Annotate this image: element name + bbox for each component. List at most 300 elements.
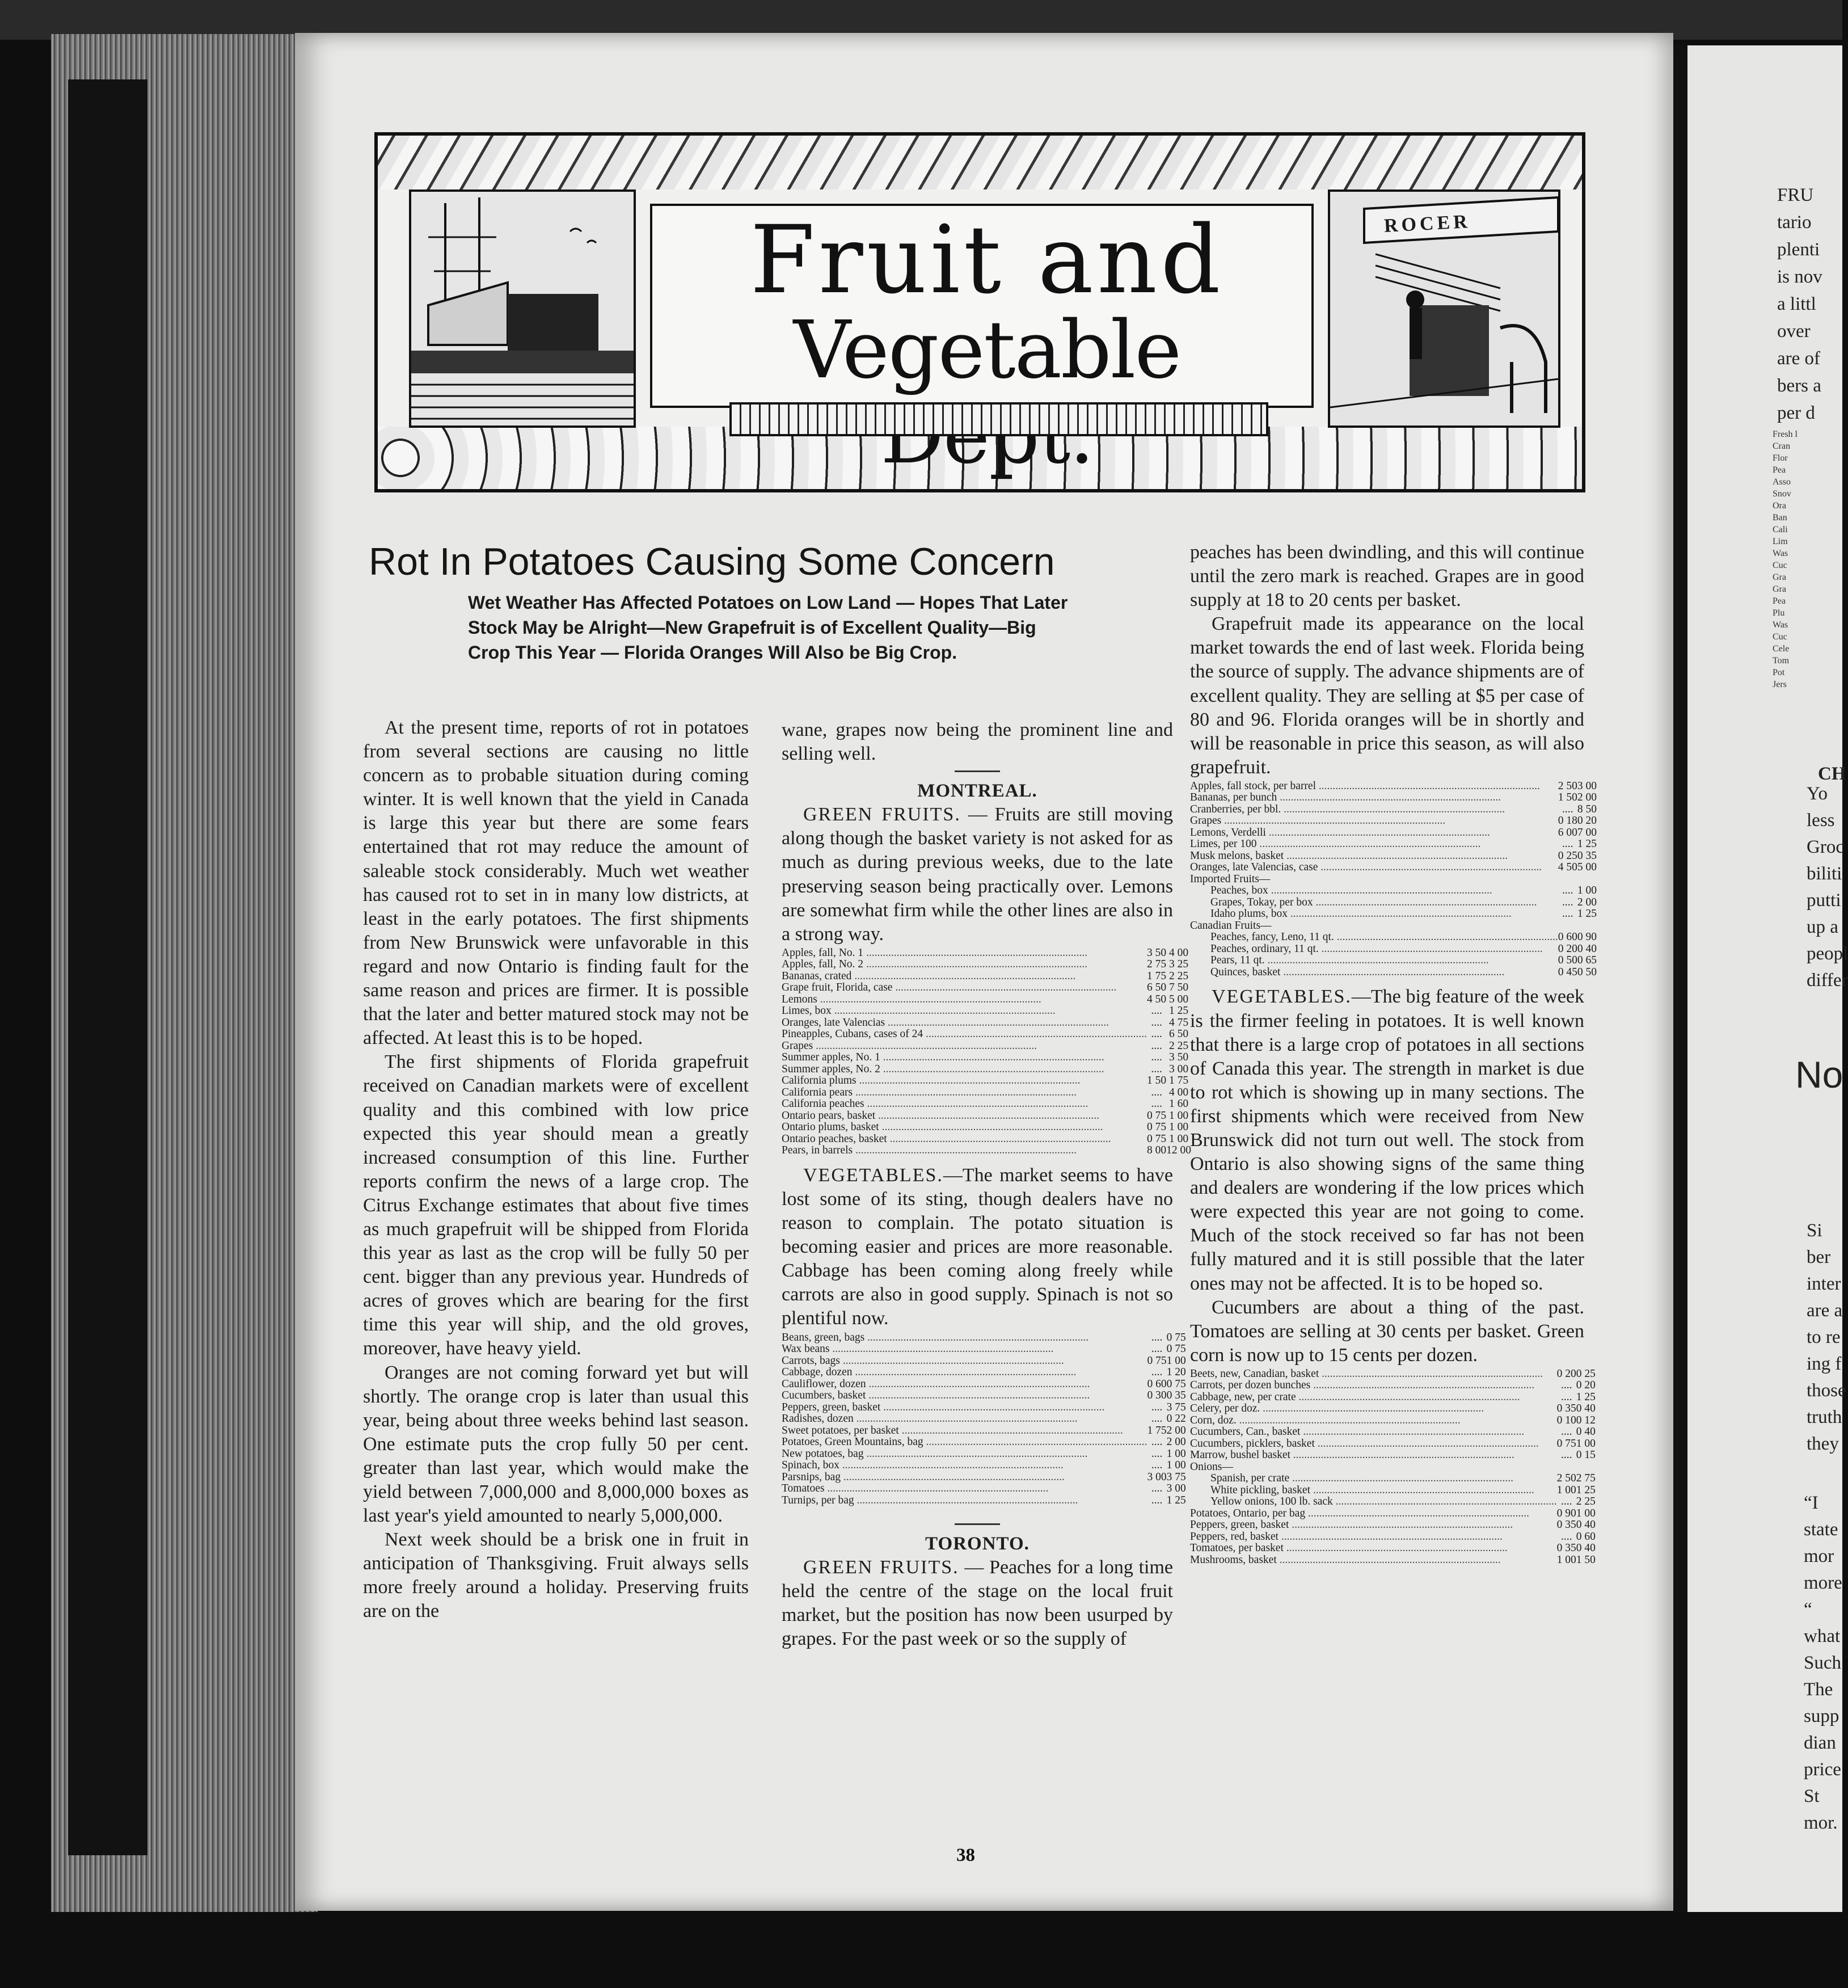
price-item-label: Ontario plums, basket ................................................................................: [782, 1121, 1103, 1134]
price-row: [1190, 792, 1597, 804]
price-row: [782, 1448, 1186, 1460]
right-page-text-fragment: price: [1804, 1759, 1841, 1780]
paragraph-text: —The big feature of the week is the firmer feeling in potatoes. It is well known that there is a large crop of potatoes in all sections of Canada this year. The strength in market is due to rot which is showing up in many sections. The first shipments which were received from New Brunswick did not turn out well. The stock from Ontario is also showing signs of the same thing and dealers are wondering if the low prices which were expected this year are not going to come. Much of the stock received so far has not been fully matured and it is still possible that the later ones may not be affected. It is to be hoped so.: [1190, 986, 1584, 1294]
price-high: 3 00: [1577, 780, 1597, 792]
price-item-label: Lemons, Verdelli ................................................................................: [1190, 826, 1490, 839]
price-item-label: Parsnips, bag ................................................................................: [782, 1471, 1065, 1483]
price-row: [782, 994, 1191, 1006]
price-low: ....: [1562, 838, 1573, 850]
price-row: [782, 1367, 1186, 1379]
price-row: [782, 1495, 1186, 1507]
price-row: [782, 1390, 1186, 1402]
right-page-text-fragment: bers a: [1777, 376, 1821, 396]
right-page-text-fragment: Cuc: [1773, 561, 1787, 570]
paragraph: Next week should be a brisk one in fruit in anticipation of Thanksgiving. Fruit always sells more freely around a holiday. Preserving fruits are on the: [363, 1529, 749, 1622]
right-page-text-fragment: Flor: [1773, 453, 1788, 463]
price-item-label: Grape fruit, Florida, case ................................................................................: [782, 982, 1117, 994]
subsection-label: GREEN FRUITS.: [803, 804, 961, 825]
price-item-label: Pears, 11 qt. ................................................................................: [1210, 954, 1489, 967]
price-low: 0 20: [1556, 1367, 1576, 1380]
right-page-text-fragment: plenti: [1777, 239, 1820, 260]
price-item-label: Imported Fruits—: [1190, 873, 1271, 885]
price-high: 3 75: [1166, 1471, 1186, 1483]
right-page-text-fragment: ing f: [1807, 1354, 1842, 1374]
price-high: 0 60: [1576, 1530, 1596, 1543]
paragraph: At the present time, reports of rot in potatoes from several sections are causing no little concern as to probable situation during coming winter. It is well known that the yield in Canada is large this year but there are some fears entertained that rot may reduce the amount of saleable stock considerably. Much wet weather has caused rot to set in in many low districts, at least in the early potatoes. The first shipments from New Brunswick were unfavorable in this regard and now Ontario is finding fault for the same reason and prices are firmer. It is possible that the later and better matured stock may not be affected. At least this is to be hoped.: [363, 717, 749, 1049]
price-low: ....: [1151, 1051, 1162, 1064]
price-row: [1190, 1461, 1596, 1473]
price-low: 2 50: [1558, 780, 1577, 792]
price-low: ....: [1151, 1436, 1163, 1448]
article-column-1: [363, 716, 749, 1624]
price-low: 1 50: [1558, 791, 1577, 804]
price-item-label: Yellow onions, 100 lb. sack ................................................................................: [1210, 1496, 1557, 1508]
price-row: [782, 1075, 1191, 1087]
price-high: 2 00: [1577, 791, 1597, 804]
price-item-label: Cauliflower, dozen ................................................................................: [782, 1378, 1090, 1390]
price-low: ....: [1151, 1028, 1162, 1041]
price-low: 6 50: [1147, 982, 1167, 994]
banner-ornament-top: [378, 136, 1582, 189]
book-spine-shadow: [68, 79, 147, 1855]
price-low: 3 00: [1147, 1471, 1167, 1483]
right-page-text-fragment: FRU: [1777, 185, 1814, 205]
right-page-text-fragment: mor: [1804, 1546, 1834, 1566]
price-item-label: Peppers, green, basket ................................................................................: [782, 1401, 1105, 1413]
paragraph: Oranges are not coming forward yet but will shortly. The orange crop is later than usual this year, being about three weeks behind last season. One estimate puts the crop fully 50 per cent. greater than last year, which would make the yield between 7,000,000 and 8,000,000 boxes as last year's yield amounted to nearly 5,000,000.: [363, 1362, 749, 1527]
price-item-label: Cabbage, dozen ................................................................................: [782, 1366, 1077, 1378]
price-high: 4 00: [1169, 1086, 1189, 1098]
price-row: [1190, 1485, 1596, 1497]
price-row: [782, 1483, 1186, 1495]
price-row: [782, 1005, 1191, 1017]
right-page-text-fragment: Pot: [1773, 668, 1785, 677]
price-low: 0 75: [1147, 1121, 1167, 1134]
price-item-label: Cabbage, new, per crate ................................................................................: [1190, 1391, 1520, 1403]
price-item-label: California peaches ................................................................................: [782, 1098, 1088, 1110]
price-item-label: Idaho plums, box ................................................................................: [1210, 908, 1512, 920]
price-high: 1 25: [1169, 1005, 1189, 1017]
price-item-label: Beans, green, bags ................................................................................: [782, 1331, 1089, 1343]
price-low: ....: [1562, 803, 1573, 815]
price-low: 0 30: [1147, 1389, 1167, 1401]
price-low: 1 00: [1556, 1484, 1576, 1496]
price-item-label: Sweet potatoes, per basket ................................................................................: [782, 1424, 1123, 1437]
price-low: 1 75: [1147, 970, 1167, 982]
price-low: 0 60: [1558, 931, 1577, 944]
banner-title-panel: [650, 204, 1314, 408]
price-row: [782, 1472, 1186, 1484]
paragraph: [782, 1164, 1173, 1331]
price-item-label: Carrots, bags ................................................................................: [782, 1354, 1064, 1367]
price-row: [1190, 1438, 1596, 1450]
right-page-text-fragment: dian: [1804, 1733, 1836, 1753]
section-heading-toronto: TORONTO.: [925, 1534, 1030, 1554]
price-low: ....: [1151, 1401, 1163, 1413]
price-item-label: Radishes, dozen ................................................................................: [782, 1413, 1078, 1425]
price-high: 0 40: [1576, 1426, 1596, 1438]
department-banner: [374, 132, 1585, 492]
right-page-text-fragment: St: [1804, 1786, 1820, 1806]
price-high: 1 25: [1166, 1494, 1186, 1506]
right-page-text-fragment: “: [1804, 1599, 1812, 1620]
price-high: 2 00: [1577, 896, 1597, 908]
page-number: 38: [956, 1845, 975, 1865]
price-item-label: Wax beans ................................................................................: [782, 1343, 1054, 1355]
paragraph: [782, 803, 1173, 946]
price-low: ....: [1560, 1391, 1572, 1403]
right-page-text-fragment: Yo: [1807, 784, 1828, 804]
price-low: 0 90: [1556, 1507, 1576, 1519]
price-high: [1577, 920, 1597, 932]
price-high: 1 00: [1577, 885, 1597, 897]
price-item-label: Pineapples, Cubans, cases of 24 ................................................................................: [782, 1028, 1147, 1041]
price-item-label: Grapes, Tokay, per box ................................................................................: [1210, 896, 1537, 908]
right-page-text-fragment: putti: [1807, 890, 1841, 911]
article-column-3: [1190, 541, 1597, 1573]
price-row: [1190, 908, 1597, 920]
price-row: [1190, 1531, 1596, 1543]
price-item-label: Bananas, crated ................................................................................: [782, 970, 1076, 982]
price-high: 0 40: [1576, 1402, 1596, 1415]
right-page-text-fragment: Pea: [1773, 465, 1786, 475]
right-page-heading-no: No: [1795, 1054, 1843, 1096]
price-item-label: Summer apples, No. 2 ................................................................................: [782, 1063, 1104, 1075]
section-rule: [955, 1523, 1000, 1525]
price-low: ....: [1151, 1005, 1162, 1017]
price-high: 8 50: [1577, 803, 1597, 815]
price-item-label: Cucumbers, picklers, basket ................................................................................: [1190, 1437, 1539, 1450]
right-page-text-fragment: Was: [1773, 620, 1788, 630]
right-page-text-fragment: Gra: [1773, 572, 1786, 582]
price-row: [1190, 944, 1597, 955]
price-row: [782, 1332, 1186, 1344]
price-low: [1558, 920, 1577, 932]
right-page-text-fragment: inter: [1807, 1274, 1841, 1294]
price-row: [1190, 839, 1597, 850]
price-high: [1577, 874, 1597, 886]
price-row: [782, 1425, 1186, 1437]
price-row: [1190, 1555, 1596, 1566]
price-high: 0 90: [1577, 931, 1597, 944]
price-table-montreal-fruits: [782, 947, 1191, 1157]
right-page-fragment: [1687, 45, 1848, 1912]
price-high: 2 75: [1576, 1472, 1596, 1485]
price-high: 0 75: [1166, 1378, 1186, 1390]
price-high: 0 75: [1166, 1343, 1186, 1355]
price-item-label: Limes, per 100 ................................................................................: [1190, 838, 1481, 850]
grocery-store-illustration: [1328, 189, 1560, 428]
price-high: 3 75: [1166, 1401, 1186, 1413]
price-row: [782, 1110, 1191, 1122]
price-low: ....: [1151, 1098, 1162, 1110]
price-item-label: California pears ................................................................................: [782, 1086, 1077, 1098]
right-page-text-fragment: are of: [1777, 348, 1821, 369]
price-item-label: Celery, per doz. ................................................................................: [1190, 1402, 1484, 1415]
price-low: 0 20: [1558, 942, 1577, 955]
price-row: [782, 959, 1191, 971]
price-low: ....: [1562, 896, 1573, 908]
price-low: ....: [1151, 1482, 1163, 1494]
paragraph: wane, grapes now being the prominent line and selling well.: [782, 719, 1173, 765]
price-low: 8 00: [1147, 1144, 1167, 1157]
price-high: 1 00: [1166, 1354, 1186, 1367]
price-low: 0 35: [1556, 1542, 1576, 1555]
price-high: 1 25: [1576, 1484, 1596, 1496]
price-table-montreal-vegetables: [782, 1332, 1186, 1507]
price-low: 4 50: [1558, 861, 1577, 874]
right-page-text-fragment: Ban: [1773, 513, 1787, 523]
price-high: 0 75: [1166, 1331, 1186, 1343]
right-page-text-fragment: differ: [1807, 970, 1848, 991]
price-row: [782, 1017, 1191, 1029]
price-high: 0 40: [1576, 1542, 1596, 1555]
price-row: [782, 971, 1191, 983]
price-high: 0 40: [1577, 942, 1597, 955]
price-low: ....: [1151, 1459, 1163, 1471]
price-high: 1 00: [1576, 1437, 1596, 1450]
price-item-label: Lemons ................................................................................: [782, 993, 1041, 1005]
price-row: [782, 1413, 1186, 1425]
price-row: [782, 1064, 1191, 1076]
price-row: [1190, 1380, 1596, 1392]
price-item-label: Peppers, green, basket ................................................................................: [1190, 1519, 1513, 1531]
price-low: ....: [1560, 1379, 1572, 1392]
right-page-text-fragment: Jers: [1773, 680, 1787, 689]
section-heading-montreal: MONTREAL.: [917, 781, 1037, 802]
right-page-text-fragment: Snov: [1773, 489, 1791, 499]
right-page-text-fragment: Tom: [1773, 656, 1790, 666]
price-low: 2 75: [1147, 958, 1167, 971]
price-low: 0 75: [1147, 1132, 1167, 1145]
price-item-label: Cucumbers, basket ................................................................................: [782, 1389, 1090, 1401]
price-high: 1 00: [1166, 1447, 1186, 1460]
right-page-text-fragment: Plu: [1773, 608, 1785, 618]
price-low: 0 35: [1556, 1519, 1576, 1531]
price-row: [1190, 920, 1597, 932]
price-low: ....: [1562, 885, 1573, 897]
right-page-text-fragment: Was: [1773, 549, 1788, 558]
price-item-label: California plums ................................................................................: [782, 1075, 1081, 1087]
price-low: ....: [1151, 1016, 1162, 1029]
paragraph: Grapefruit made its appearance on the local market towards the end of last week. Florida being the source of supply. The advance shipments are of excellent quality. They are selling at $5 per case of 80 and 96. Florida oranges will be in shortly and will be reasonable in price this season, as will also grapefruit.: [1190, 613, 1584, 778]
price-low: 0 75: [1556, 1437, 1576, 1450]
right-page-text-fragment: tario: [1777, 212, 1812, 233]
subsection-label: VEGETABLES.: [1212, 986, 1352, 1008]
price-row: [1190, 827, 1597, 839]
banner-title-line2: Vegetable: [793, 304, 1181, 397]
right-page-text-fragment: over: [1777, 321, 1811, 342]
price-high: 3 25: [1169, 958, 1189, 971]
price-item-label: Grapes ................................................................................: [1190, 815, 1446, 827]
price-item-label: Oranges, late Valencias ................................................................................: [782, 1016, 1109, 1029]
price-high: 1 00: [1576, 1507, 1596, 1519]
price-low: 0 45: [1558, 966, 1577, 978]
price-low: [1558, 874, 1577, 886]
price-high: 0 50: [1577, 966, 1597, 978]
price-high: 0 12: [1576, 1414, 1596, 1426]
price-item-label: Peaches, fancy, Leno, 11 qt. ................................................................................: [1210, 931, 1558, 944]
price-row: [1190, 815, 1597, 827]
price-low: ....: [1151, 1366, 1163, 1378]
price-row: [1190, 1519, 1596, 1531]
paragraph: peaches has been dwindling, and this will continue until the zero mark is reached. Grapes are in good supply at 18 to 20 cents per basket.: [1190, 542, 1584, 611]
price-high: 2 25: [1169, 1039, 1189, 1052]
price-high: 2 00: [1166, 1436, 1186, 1448]
price-item-label: Tomatoes ................................................................................: [782, 1482, 1049, 1494]
price-row: [1190, 1368, 1596, 1380]
price-low: 0 25: [1558, 849, 1577, 862]
article-column-2: [782, 718, 1191, 1651]
price-high: 1 20: [1166, 1366, 1186, 1378]
price-high: 3 50: [1169, 1051, 1189, 1064]
price-item-label: Carrots, per dozen bunches ................................................................................: [1190, 1379, 1535, 1392]
right-page-text-fragment: “I: [1804, 1493, 1819, 1513]
price-item-label: Peaches, box ................................................................................: [1210, 885, 1492, 897]
price-item-label: Canadian Fruits—: [1190, 919, 1272, 932]
price-high: 1 75: [1169, 1075, 1189, 1087]
price-low: [1557, 1461, 1576, 1473]
price-row: [1190, 1496, 1596, 1508]
price-item-label: Cranberries, per bbl. ................................................................................: [1190, 803, 1505, 815]
price-item-label: Oranges, late Valencias, case ................................................................................: [1190, 861, 1542, 874]
price-high: 0 35: [1166, 1389, 1186, 1401]
price-low: ....: [1151, 1447, 1163, 1460]
price-low: ....: [1151, 1039, 1162, 1052]
right-page-text-fragment: biliti: [1807, 864, 1842, 884]
right-page-text-fragment: mor.: [1804, 1813, 1838, 1833]
right-page-text-fragment: The: [1804, 1679, 1833, 1700]
price-low: 0 18: [1558, 815, 1577, 827]
price-low: 0 10: [1556, 1414, 1576, 1426]
price-high: 0 35: [1577, 849, 1597, 862]
right-page-text-fragment: Cali: [1773, 525, 1788, 534]
price-item-label: Marrow, bushel basket ................................................................................: [1190, 1449, 1514, 1461]
price-low: ....: [1151, 1413, 1163, 1425]
price-item-label: Grapes ................................................................................: [782, 1039, 1037, 1052]
right-page-text-fragment: state: [1804, 1519, 1838, 1540]
price-row: [1190, 874, 1597, 886]
price-row: [782, 1052, 1191, 1064]
right-page-text-fragment: Groc: [1807, 837, 1844, 857]
price-table-toronto-fruits: [1190, 781, 1597, 979]
price-high: 12 00: [1166, 1144, 1191, 1157]
price-row: [1190, 1450, 1596, 1461]
paragraph-text: —The market seems to have lost some of its sting, though dealers have no reason to complain. The potato situation is becoming easier and prices are more reasonable. Cabbage has been coming along freely while carrots are also in good supply. Spinach is not so plentiful now.: [782, 1164, 1173, 1329]
price-low: 0 75: [1147, 1109, 1167, 1122]
price-item-label: Cucumbers, Can., basket ................................................................................: [1190, 1426, 1525, 1438]
right-page-text-fragment: Asso: [1773, 477, 1791, 487]
price-high: 3 00: [1169, 1063, 1189, 1075]
right-page-text-fragment: a littl: [1777, 294, 1816, 314]
price-item-label: Bananas, per bunch ................................................................................: [1190, 791, 1501, 804]
price-high: 0 40: [1576, 1519, 1596, 1531]
price-high: 5 00: [1577, 861, 1597, 874]
price-low: 2 50: [1556, 1472, 1576, 1485]
price-low: 0 50: [1558, 954, 1577, 967]
price-item-label: Pears, in barrels ................................................................................: [782, 1144, 1077, 1157]
price-item-label: Peppers, red, basket ................................................................................: [1190, 1530, 1503, 1543]
price-item-label: Apples, fall, No. 2 ................................................................................: [782, 958, 1087, 971]
right-page-text-fragment: ber: [1807, 1247, 1831, 1267]
price-row: [1190, 1392, 1596, 1404]
price-high: 0 22: [1166, 1413, 1186, 1425]
price-item-label: Beets, new, Canadian, basket ................................................................................: [1190, 1367, 1543, 1380]
price-high: 1 25: [1577, 908, 1597, 920]
price-row: [782, 1098, 1191, 1110]
price-row: [1190, 781, 1597, 793]
price-row: [1190, 1473, 1596, 1485]
price-row: [782, 982, 1191, 994]
price-high: 7 00: [1577, 826, 1597, 839]
right-page-text-fragment: up a: [1807, 917, 1838, 937]
banner-title-line1: Fruit and: [750, 205, 1224, 314]
price-low: ....: [1151, 1343, 1163, 1355]
price-row: [782, 1145, 1191, 1157]
right-page-text-fragment: Si: [1807, 1220, 1822, 1241]
price-item-label: Spanish, per crate ................................................................................: [1210, 1472, 1514, 1485]
price-low: ....: [1560, 1426, 1572, 1438]
price-high: 0 20: [1576, 1379, 1596, 1392]
price-low: ....: [1151, 1494, 1163, 1506]
price-row: [782, 1122, 1191, 1134]
right-page-text-fragment: Pea: [1773, 596, 1786, 606]
price-high: 1 00: [1169, 1121, 1189, 1134]
price-low: ....: [1151, 1331, 1163, 1343]
right-page-text-fragment: Gra: [1773, 584, 1786, 594]
price-row: [1190, 1508, 1596, 1520]
price-item-label: Potatoes, Ontario, per bag ................................................................................: [1190, 1507, 1529, 1519]
price-item-label: Apples, fall stock, per barrel ................................................................................: [1190, 780, 1540, 792]
price-row: [782, 1134, 1191, 1145]
price-high: 4 00: [1169, 946, 1189, 959]
right-page-text-fragment: truth: [1807, 1407, 1842, 1427]
price-row: [1190, 885, 1597, 897]
paragraph-text: — Fruits are still moving along though the basket variety is not asked for as much as during previous weeks, due to the late preserving season being practically over. Lemons are somewhat firm while the other lines are also in a strong way.: [782, 804, 1173, 945]
price-high: 1 25: [1576, 1391, 1596, 1403]
harbor-illustration: [409, 189, 636, 428]
price-row: [1190, 1403, 1596, 1415]
right-page-text-fragment: supp: [1804, 1706, 1839, 1726]
price-row: [1190, 1426, 1596, 1438]
price-high: 1 00: [1169, 1132, 1189, 1145]
price-item-label: Quinces, basket ................................................................................: [1210, 966, 1505, 978]
price-low: ....: [1562, 908, 1573, 920]
price-low: ....: [1560, 1449, 1572, 1461]
right-page-text-fragment: Cele: [1773, 644, 1790, 654]
price-row: [782, 1041, 1191, 1052]
paragraph: [1190, 985, 1584, 1295]
subsection-label: VEGETABLES.: [803, 1164, 943, 1186]
price-low: 0 75: [1147, 1354, 1167, 1367]
right-page-text-fragment: Such: [1804, 1653, 1841, 1673]
price-high: 0 15: [1576, 1449, 1596, 1461]
price-row: [782, 1029, 1191, 1041]
article-headline: Rot In Potatoes Causing Some Concern: [369, 540, 1055, 583]
price-item-label: New potatoes, bag ................................................................................: [782, 1447, 1088, 1460]
price-table-toronto-vegetables: [1190, 1368, 1596, 1566]
price-row: [782, 1087, 1191, 1099]
price-row: [782, 1343, 1186, 1355]
price-high: 2 25: [1576, 1496, 1596, 1508]
price-high: 1 00: [1166, 1459, 1186, 1471]
price-low: 6 00: [1558, 826, 1577, 839]
banner-scroll-band: [729, 402, 1268, 436]
price-low: 1 00: [1556, 1553, 1576, 1566]
price-high: 3 00: [1166, 1482, 1186, 1494]
paragraph: Cucumbers are about a thing of the past. Tomatoes are selling at 30 cents per basket. Green corn is now up to 15 cents per dozen.: [1190, 1296, 1584, 1366]
price-item-label: Spinach, box ................................................................................: [782, 1459, 1064, 1471]
